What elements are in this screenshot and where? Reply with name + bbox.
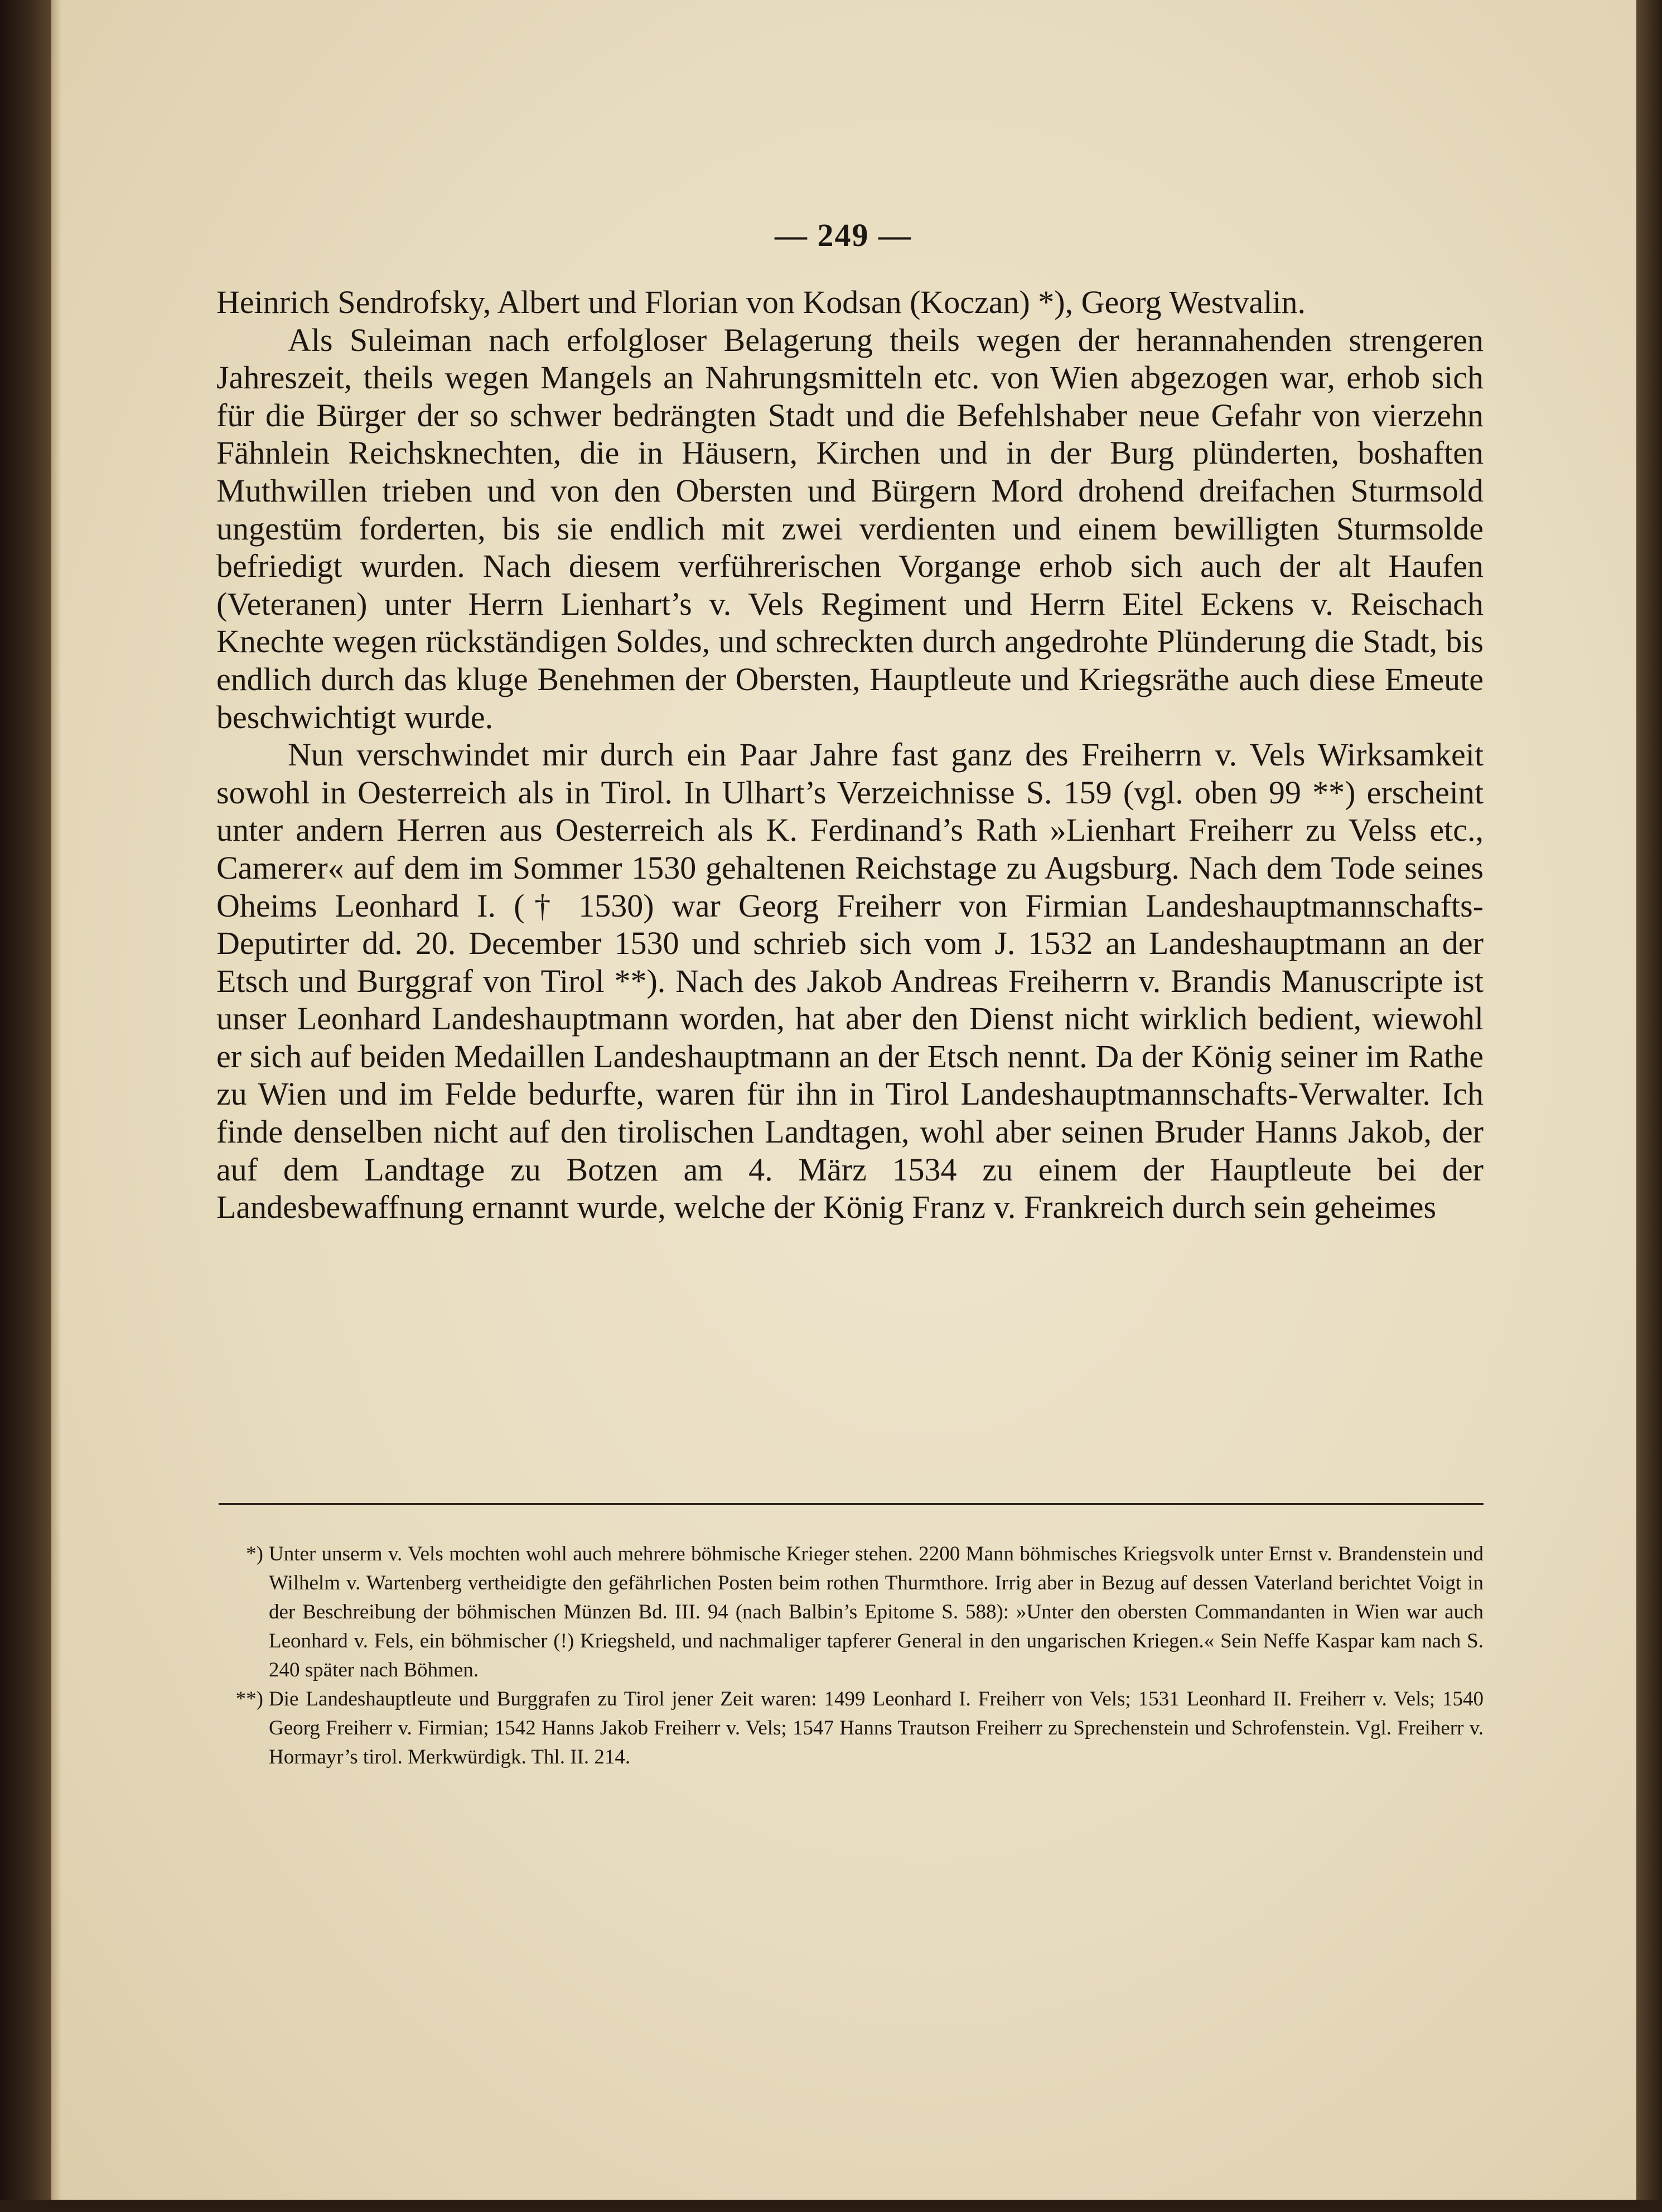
scan-border-right — [1636, 0, 1662, 2212]
footnote-marker: *) — [246, 1543, 263, 1565]
page-gutter-shadow — [51, 0, 61, 2200]
paragraph-suleiman: Als Suleiman nach erfolgloser Belagerung theils wegen der herannahenden strengeren Jahreszeit, theils wegen Mangels an Nahrungsmitteln etc. von Wien abgezogen war, erhob sich für die Bürger der so schwer bedrängten Stadt und die Befehlshaber neue Gefahr von vierzehn Fähnlein Reichsknechten, die in Häusern, Kirchen und in der Burg plünderten, boshaften Muthwillen trieben und von den Obersten und Bürgern Mord drohend dreifachen Sturmsold ungestüm forderten, bis sie endlich mit zwei verdienten und einem bewilligten Sturmsolde befriedigt wurden. Nach diesem verführerischen Vorgange erhob sich auch der alt Haufen (Veteranen) unter Herrn Lienhart’s v. Vels Regiment und Herrn Eitel Eckens v. Reischach Knechte wegen rückständigen Soldes, und schreckten durch angedrohte Plünderung die Stadt, bis endlich durch das kluge Benehmen der Obersten, Hauptleute und Kriegsräthe auch diese Emeute beschwichtigt wurde. — [216, 321, 1484, 735]
footnote-2 — [216, 1685, 1484, 1772]
page-number: — 249 — — [775, 217, 912, 253]
footnote-1 — [216, 1540, 1484, 1685]
paragraph-continuation: Heinrich Sendrofsky, Albert und Florian von Kodsan (Koczan) *), Georg Westvalin. — [216, 284, 1306, 320]
scan-border-bottom — [0, 2200, 1662, 2212]
footnote-marker: **) — [235, 1688, 263, 1710]
footnote-text: Die Landeshauptleute und Burggrafen zu Tirol jener Zeit waren: 1499 Leonhard I. Freiherr von Vels; 1531 Leonhard II. Freiherr v. Vels; 1540 Georg Freiherr v. Firmian; 1542 Hanns Jakob Freiherr v. Vels; 1547 Hanns Trautson Freiherr zu Sprechenstein und Schrofenstein. Vgl. Freiherr v. Hormayr’s tirol. Merkwürdigk. Thl. II. 214. — [269, 1688, 1484, 1768]
footnotes — [216, 1540, 1484, 1772]
book-page — [51, 0, 1636, 2200]
footnote-text: Unter unserm v. Vels mochten wohl auch mehrere böhmische Krieger stehen. 2200 Mann böhmisches Kriegsvolk unter Ernst v. Brandenstein und Wilhelm v. Wartenberg vertheidigte den gefährlichen Posten beim rothen Thurmthore. Irrig aber in Bezug auf dessen Vaterland berichtet Voigt in der Beschreibung der böhmischen Münzen Bd. III. 94 (nach Balbin’s Epitome S. 588): »Unter den obersten Commandanten in Wien war auch Leonhard v. Fels, ein böhmischer (!) Kriegsheld, und nachmaliger tapferer General in den ungarischen Kriegen.« Sein Neffe Kaspar kam nach S. 240 später nach Böhmen. — [269, 1543, 1484, 1681]
paragraph-vels-wirksamkeit: Nun verschwindet mir durch ein Paar Jahre fast ganz des Freiherrn v. Vels Wirksamkeit sowohl in Oesterreich als in Tirol. In Ulhart’s Verzeichnisse S. 159 (vgl. oben 99 **) erscheint unter andern Herren aus Oesterreich als K. Ferdinand’s Rath »Lienhart Freiherr zu Velss etc., Camerer« auf dem im Sommer 1530 gehaltenen Reichstage zu Augsburg. Nach dem Tode seines Oheims Leonhard I. († 1530) war Georg Freiherr von Firmian Landeshauptmannschafts-Deputirter dd. 20. December 1530 und schrieb sich vom J. 1532 an Landeshauptmann an der Etsch und Burggraf von Tirol **). Nach des Jakob Andreas Freiherrn v. Brandis Manuscripte ist unser Leonhard Landeshauptmann worden, hat aber den Dienst nicht wirklich bedient, wiewohl er sich auf beiden Medaillen Landeshauptmann an der Etsch nennt. Da der König seiner im Rathe zu Wien und im Felde bedurfte, waren für ihn in Tirol Landeshauptmannschafts-Verwalter. Ich finde denselben nicht auf den tirolischen Landtagen, wohl aber seinen Bruder Hanns Jakob, der auf dem Landtage zu Botzen am 4. März 1534 zu einem der Hauptleute bei der Landesbewaffnung ernannt wurde, welche der König Franz v. Frankreich durch sein geheimes — [216, 736, 1484, 1226]
footnote-divider — [219, 1503, 1484, 1505]
scan-border-left — [0, 0, 51, 2212]
main-text — [216, 283, 1484, 1226]
